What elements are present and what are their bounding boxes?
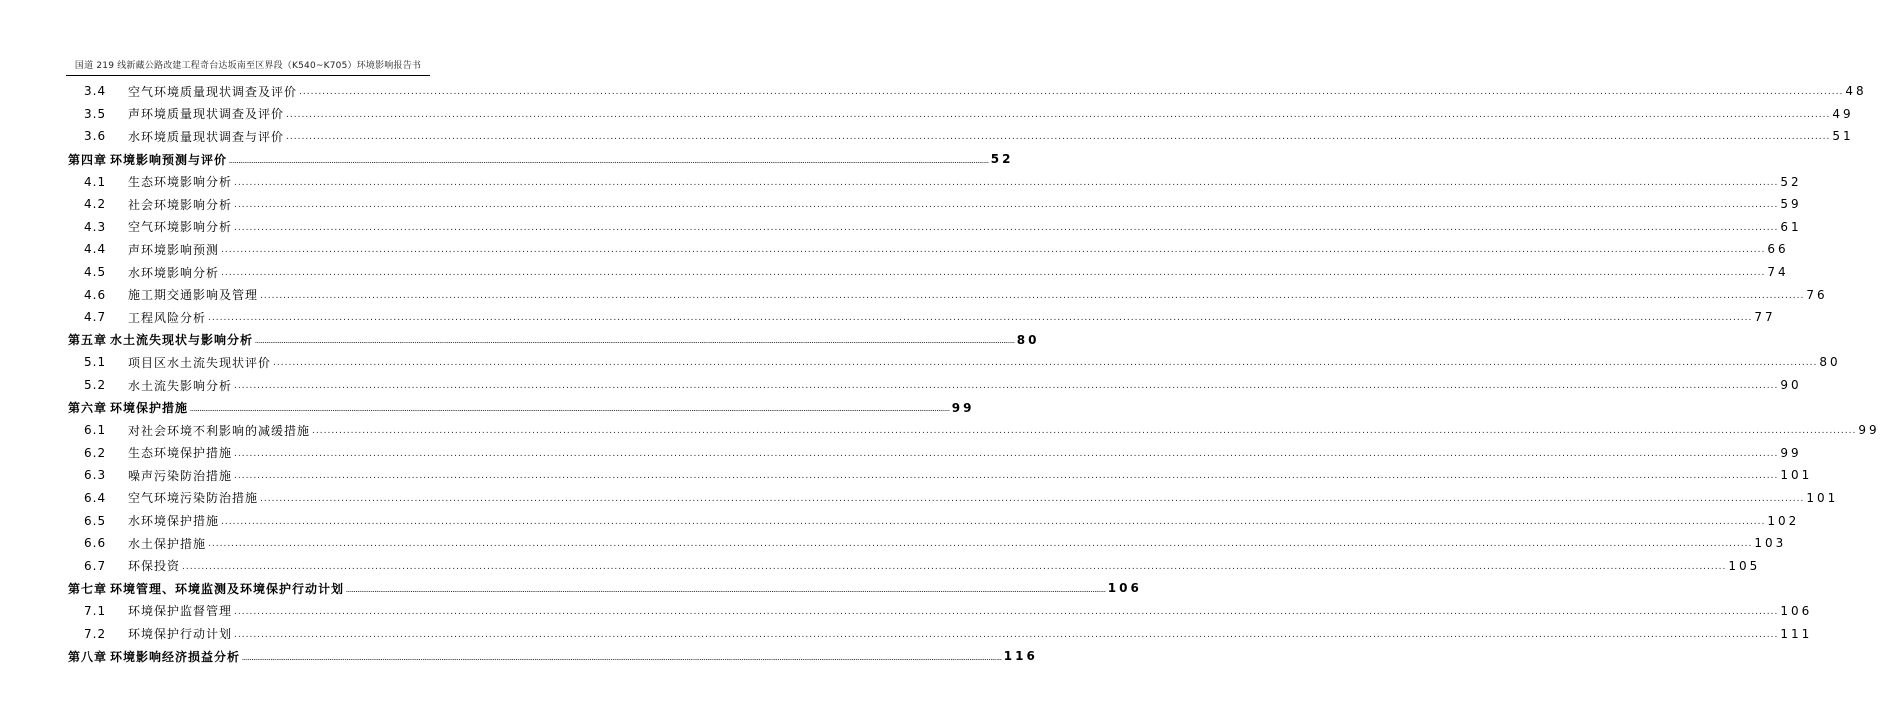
toc-dot-leader: ................................................................................................................................................................................................................................................................................................................................................................................................................ <box>260 290 1805 301</box>
toc-entry-number: 4.7 <box>84 310 107 325</box>
toc-entry-title: 空气环境污染防治措施 <box>128 491 259 506</box>
toc-entry-number: 4.6 <box>84 287 107 302</box>
toc-entry-number: 6.3 <box>84 468 107 483</box>
toc-section-row[interactable] <box>68 532 1787 555</box>
toc-dot-leader: ................................................................................................................................................................................................................................................................................................................................................................................................................ <box>346 587 1106 594</box>
toc-entry-number: 6.4 <box>84 490 107 505</box>
toc-entry-title: 对社会环境不利影响的减缓措施 <box>128 423 311 438</box>
toc-entry-number: 第七章 <box>68 581 108 596</box>
toc-entry-title: 水土保护措施 <box>128 536 207 551</box>
toc-page-number: 76 <box>1806 287 1828 302</box>
toc-entry-title: 水环境影响分析 <box>128 265 220 280</box>
toc-entry-number: 7.1 <box>84 603 107 618</box>
toc-section-row[interactable] <box>68 554 1761 577</box>
toc-entry-number: 4.4 <box>84 242 107 257</box>
toc-entry-number: 6.2 <box>84 445 107 460</box>
toc-chapter-row[interactable] <box>68 396 975 419</box>
toc-page-number: 59 <box>1780 197 1802 212</box>
toc-dot-leader: ................................................................................................................................................................................................................................................................................................................................................................................................................ <box>273 358 1818 369</box>
toc-entry-number: 4.5 <box>84 265 107 280</box>
toc-section-row[interactable] <box>68 261 1789 284</box>
toc-chapter-row[interactable] <box>68 645 1038 668</box>
toc-dot-leader: ................................................................................................................................................................................................................................................................................................................................................................................................................ <box>286 109 1831 120</box>
toc-dot-leader: ................................................................................................................................................................................................................................................................................................................................................................................................................ <box>255 339 1015 346</box>
toc-chapter-row[interactable] <box>68 329 1040 352</box>
toc-section-row[interactable] <box>68 600 1813 623</box>
toc-entry-number: 6.6 <box>84 536 107 551</box>
running-header: 国道 219 线新藏公路改建工程奇台达坂南至区界段（K540~K705）环境影响报告书 <box>66 58 430 76</box>
toc-page-number: 52 <box>1780 174 1802 189</box>
toc-section-row[interactable] <box>68 238 1789 261</box>
toc-entry-title: 空气环境质量现状调查及评价 <box>128 84 298 99</box>
toc-dot-leader: ................................................................................................................................................................................................................................................................................................................................................................................................................ <box>229 158 989 165</box>
toc-dot-leader: ................................................................................................................................................................................................................................................................................................................................................................................................................ <box>221 268 1766 279</box>
toc-entry-number: 6.1 <box>84 423 107 438</box>
toc-page-number: 48 <box>1845 84 1867 99</box>
toc-page-number: 51 <box>1832 129 1854 144</box>
toc-entry-number: 4.3 <box>84 219 107 234</box>
toc-entry-title: 水土流失影响分析 <box>128 378 233 393</box>
toc-page-number: 102 <box>1767 513 1800 528</box>
toc-entry-title: 环境保护行动计划 <box>128 627 233 642</box>
toc-entry-number: 第六章 <box>68 401 108 416</box>
toc-entry-title: 声环境影响预测 <box>128 242 220 257</box>
toc-section-row[interactable] <box>68 419 1880 442</box>
toc-entry-title: 环境影响预测与评价 <box>110 152 228 167</box>
toc-dot-leader: ................................................................................................................................................................................................................................................................................................................................................................................................................ <box>234 177 1779 188</box>
toc-dot-leader: ................................................................................................................................................................................................................................................................................................................................................................................................................ <box>234 381 1779 392</box>
toc-entry-title: 工程风险分析 <box>128 310 207 325</box>
toc-section-row[interactable] <box>68 306 1776 329</box>
toc-page-number: 116 <box>1003 649 1038 664</box>
toc-entry-title: 水环境质量现状调查与评价 <box>128 129 285 144</box>
toc-section-row[interactable] <box>68 103 1854 126</box>
toc-entry-title: 环境保护监督管理 <box>128 604 233 619</box>
toc-entry-title: 水土流失现状与影响分析 <box>110 333 254 348</box>
toc-page-number: 103 <box>1754 536 1787 551</box>
toc-chapter-row[interactable] <box>68 577 1142 600</box>
toc-entry-title: 水环境保护措施 <box>128 514 220 529</box>
toc-page-number: 52 <box>990 152 1014 167</box>
toc-entry-number: 5.1 <box>84 355 107 370</box>
toc-page-number: 99 <box>1780 445 1802 460</box>
toc-dot-leader: ................................................................................................................................................................................................................................................................................................................................................................................................................ <box>312 426 1857 437</box>
toc-entry-number: 4.1 <box>84 174 107 189</box>
toc-entry-title: 项目区水土流失现状评价 <box>128 355 272 370</box>
toc-page-number: 105 <box>1728 558 1761 573</box>
toc-entry-number: 第四章 <box>68 152 108 167</box>
toc-page-number: 80 <box>1016 332 1040 347</box>
toc-dot-leader: ................................................................................................................................................................................................................................................................................................................................................................................................................ <box>221 516 1766 527</box>
toc-page-number: 111 <box>1780 626 1813 641</box>
toc-dot-leader: ................................................................................................................................................................................................................................................................................................................................................................................................................ <box>286 132 1831 143</box>
toc-section-row[interactable] <box>68 351 1841 374</box>
toc-entry-title: 噪声污染防治措施 <box>128 468 233 483</box>
toc-section-row[interactable] <box>68 216 1802 239</box>
toc-dot-leader: ................................................................................................................................................................................................................................................................................................................................................................................................................ <box>208 313 1753 324</box>
toc-dot-leader: ................................................................................................................................................................................................................................................................................................................................................................................................................ <box>260 493 1805 504</box>
toc-entry-number: 6.5 <box>84 513 107 528</box>
toc-dot-leader: ................................................................................................................................................................................................................................................................................................................................................................................................................ <box>234 448 1779 459</box>
toc-section-row[interactable] <box>68 80 1867 103</box>
toc-section-row[interactable] <box>68 125 1854 148</box>
toc-entry-title: 声环境质量现状调查及评价 <box>128 107 285 122</box>
toc-page-number: 80 <box>1819 355 1841 370</box>
toc-section-row[interactable] <box>68 509 1800 532</box>
toc-section-row[interactable] <box>68 622 1813 645</box>
toc-entry-title: 环境管理、环境监测及环境保护行动计划 <box>110 581 345 596</box>
toc-page-number: 101 <box>1780 468 1813 483</box>
toc-section-row[interactable] <box>68 374 1802 397</box>
table-of-contents <box>68 80 1880 667</box>
toc-section-row[interactable] <box>68 283 1828 306</box>
toc-page-number: 66 <box>1767 242 1789 257</box>
toc-dot-leader: ................................................................................................................................................................................................................................................................................................................................................................................................................ <box>190 407 950 414</box>
toc-entry-title: 环境影响经济损益分析 <box>110 649 241 664</box>
toc-chapter-row[interactable] <box>68 148 1014 171</box>
toc-section-row[interactable] <box>68 170 1802 193</box>
toc-entry-number: 第五章 <box>68 333 108 348</box>
toc-entry-number: 3.4 <box>84 84 107 99</box>
toc-dot-leader: ................................................................................................................................................................................................................................................................................................................................................................................................................ <box>234 629 1779 640</box>
toc-section-row[interactable] <box>68 464 1813 487</box>
toc-page-number: 74 <box>1767 265 1789 280</box>
toc-section-row[interactable] <box>68 193 1802 216</box>
toc-entry-title: 生态环境保护措施 <box>128 446 233 461</box>
toc-entry-title: 环保投资 <box>128 559 181 574</box>
toc-entry-title: 空气环境影响分析 <box>128 220 233 235</box>
toc-dot-leader: ................................................................................................................................................................................................................................................................................................................................................................................................................ <box>208 539 1753 550</box>
toc-section-row[interactable] <box>68 487 1839 510</box>
toc-dot-leader: ................................................................................................................................................................................................................................................................................................................................................................................................................ <box>221 245 1766 256</box>
toc-dot-leader: ................................................................................................................................................................................................................................................................................................................................................................................................................ <box>234 222 1779 233</box>
toc-page-number: 99 <box>1858 423 1880 438</box>
toc-entry-number: 5.2 <box>84 378 107 393</box>
toc-page-number: 106 <box>1780 603 1813 618</box>
toc-page-number: 106 <box>1107 581 1142 596</box>
toc-entry-number: 3.5 <box>84 106 107 121</box>
toc-entry-title: 环境保护措施 <box>110 401 189 416</box>
toc-entry-title: 生态环境影响分析 <box>128 175 233 190</box>
toc-dot-leader: ................................................................................................................................................................................................................................................................................................................................................................................................................ <box>234 471 1779 482</box>
toc-entry-number: 7.2 <box>84 626 107 641</box>
toc-dot-leader: ................................................................................................................................................................................................................................................................................................................................................................................................................ <box>182 561 1727 572</box>
toc-dot-leader: ................................................................................................................................................................................................................................................................................................................................................................................................................ <box>234 200 1779 211</box>
toc-page-number: 49 <box>1832 106 1854 121</box>
toc-dot-leader: ................................................................................................................................................................................................................................................................................................................................................................................................................ <box>234 606 1779 617</box>
toc-entry-title: 社会环境影响分析 <box>128 197 233 212</box>
toc-dot-leader: ................................................................................................................................................................................................................................................................................................................................................................................................................ <box>299 87 1844 98</box>
toc-page-number: 77 <box>1754 310 1776 325</box>
toc-page-number: 90 <box>1780 378 1802 393</box>
toc-page-number: 101 <box>1806 490 1839 505</box>
toc-entry-title: 施工期交通影响及管理 <box>128 288 259 303</box>
toc-entry-number: 4.2 <box>84 197 107 212</box>
toc-entry-number: 第八章 <box>68 649 108 664</box>
toc-entry-number: 3.6 <box>84 129 107 144</box>
toc-page-number: 99 <box>951 400 975 415</box>
toc-dot-leader: ................................................................................................................................................................................................................................................................................................................................................................................................................ <box>242 655 1002 662</box>
toc-section-row[interactable] <box>68 442 1802 465</box>
toc-entry-number: 6.7 <box>84 558 107 573</box>
toc-page-number: 61 <box>1780 219 1802 234</box>
